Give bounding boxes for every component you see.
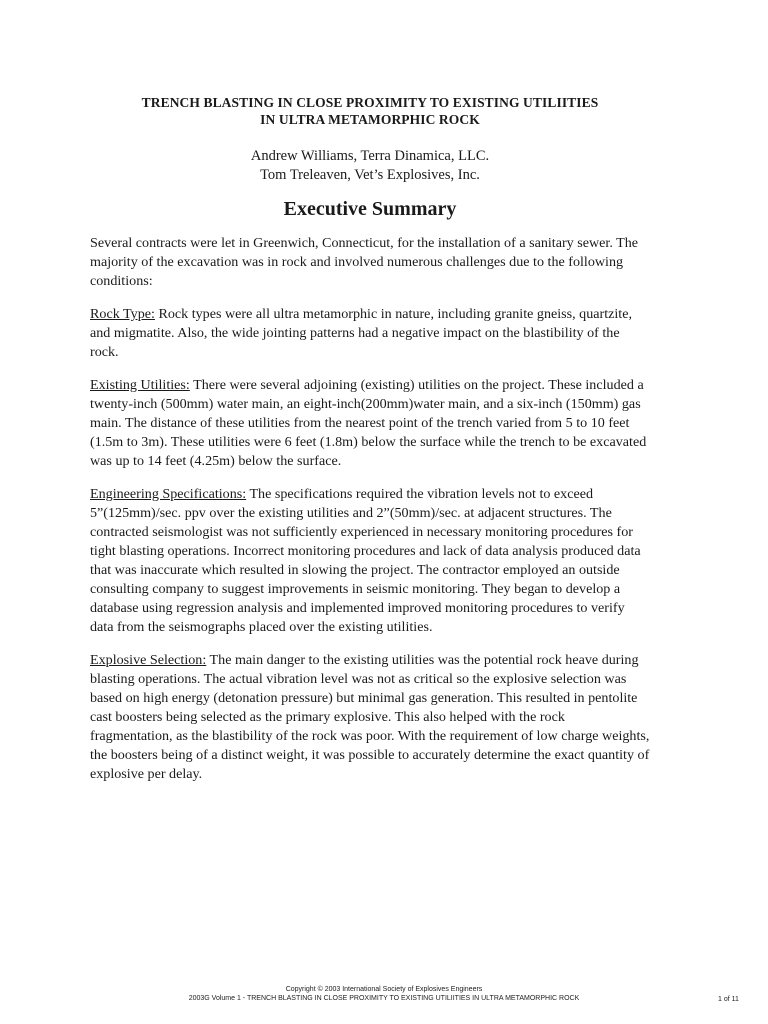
engineering-lead: Engineering Specifications:: [90, 486, 247, 502]
title-line-1: TRENCH BLASTING IN CLOSE PROXIMITY TO EXISTING UTILIITIES: [141, 95, 599, 110]
section-heading: Executive Summary: [283, 198, 457, 220]
engineering-text: The specifications required the vibration levels not to exceed 5”(125mm)/sec. ppv over the existing utilities and 2”(50mm)/sec. at adjacent structures. The contracted seismologist was not sufficiently experienced in necessary monitoring procedures for tight blasting operations. Incorrect monitoring procedures and lack of data analysis produced data that was inaccurate which resulted in slowing the project. The contractor employed an outside consulting company to suggest improvements in seismic monitoring. They began to develop a database using regression analysis and implemented improved monitoring procedures to verify data from the seismographs placed over the existing utilities.: [90, 486, 641, 635]
body-text: [90, 234, 650, 798]
paper-title: [90, 94, 650, 128]
footer-running-title: 2003G Volume 1 - TRENCH BLASTING IN CLOSE PROXIMITY TO EXISTING UTILIITIES IN ULTRA METAMORPHIC ROCK: [188, 995, 580, 1002]
paragraph-existing-utilities: [90, 376, 650, 471]
title-line-2: IN ULTRA METAMORPHIC ROCK: [260, 112, 480, 127]
paragraph-engineering-specifications: [90, 485, 650, 637]
author-2: Tom Treleaven, Vet’s Explosives, Inc.: [260, 167, 480, 183]
explosive-text: The main danger to the existing utilities was the potential rock heave during blasting operations. The actual vibration level was not as critical so the explosive selection was based on high energy (detonation pressure) but minimal gas generation. This resulted in pentolite cast boosters being selected as the primary explosive. This also helped with the rock fragmentation, as the blastibility of the rock was poor. With the requirement of low charge weights, the boosters being of a distinct weight, it was possible to accurately determine the exact quantity of explosive per delay.: [90, 652, 650, 782]
author-block: [90, 147, 650, 185]
footer-copyright: Copyright © 2003 International Society of Explosives Engineers: [285, 986, 483, 993]
paragraph-rock-type: [90, 305, 650, 362]
paragraph-intro: Several contracts were let in Greenwich, Connecticut, for the installation of a sanitary sewer. The majority of the excavation was in rock and involved numerous challenges due to the following conditions:: [90, 235, 639, 289]
page-number: 1 of 11: [718, 996, 739, 1003]
paragraph-explosive-selection: [90, 651, 650, 784]
utilities-lead: Existing Utilities:: [90, 377, 190, 393]
rock-type-lead: Rock Type:: [90, 306, 155, 322]
page-footer: [0, 985, 768, 1003]
rock-type-text: Rock types were all ultra metamorphic in nature, including granite gneiss, quartzite, and migmatite. Also, the wide jointing patterns had a negative impact on the blastibility of the rock.: [90, 306, 633, 360]
explosive-lead: Explosive Selection:: [90, 652, 207, 668]
author-1: Andrew Williams, Terra Dinamica, LLC.: [250, 148, 490, 164]
utilities-text: There were several adjoining (existing) utilities on the project. These included a twenty-inch (500mm) water main, an eight-inch(200mm)water main, and a six-inch (150mm) gas main. The distance of these utilities from the nearest point of the trench varied from 5 to 10 feet (1.5m to 3m). These utilities were 6 feet (1.8m) below the surface while the trench to be excavated was up to 14 feet (4.25m) below the surface.: [90, 377, 647, 469]
